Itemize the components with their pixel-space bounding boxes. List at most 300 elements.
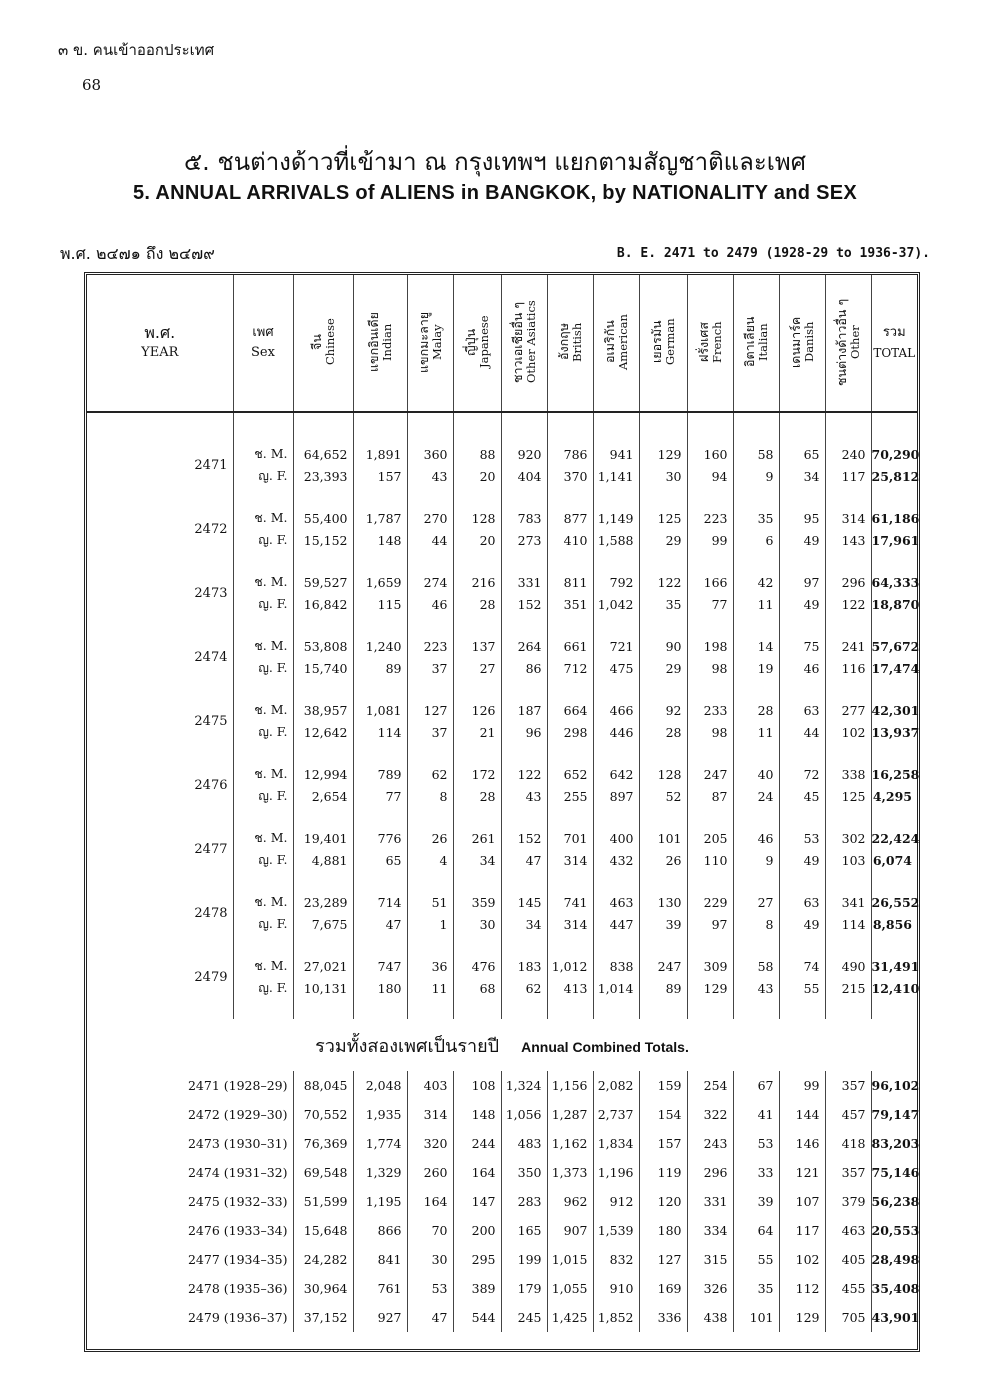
table-cell: 165 <box>501 1216 547 1245</box>
table-cell: 98 <box>687 721 733 743</box>
table-cell: 34 <box>779 465 825 487</box>
table-cell: 127 <box>639 1245 687 1274</box>
combined-row <box>87 1216 917 1245</box>
table-row <box>87 699 917 721</box>
table-cell: 1,787 <box>353 507 407 529</box>
table-cell: 53,808 <box>293 635 353 657</box>
table-cell: 1,012 <box>547 955 593 977</box>
table-cell: 295 <box>453 1245 501 1274</box>
row-total: 42,301 <box>871 699 917 721</box>
header-col-other-asiatics <box>501 275 547 412</box>
table-cell: 490 <box>825 955 871 977</box>
table-cell: 1,935 <box>353 1100 407 1129</box>
row-sex: ญ. F. <box>233 721 293 743</box>
table-cell: 198 <box>687 635 733 657</box>
combined-row-year: 2476 (1933–34) <box>187 1223 288 1238</box>
table-cell: 122 <box>825 593 871 615</box>
table-cell: 1,240 <box>353 635 407 657</box>
header-col-label <box>511 280 538 404</box>
table-cell: 320 <box>407 1129 453 1158</box>
combined-row-total: 79,147 <box>871 1100 917 1129</box>
table-cell: 34 <box>501 913 547 935</box>
table-cell: 245 <box>501 1303 547 1332</box>
table-cell: 86 <box>501 657 547 679</box>
header-col-english: Indian <box>379 322 394 361</box>
table-cell: 8 <box>733 913 779 935</box>
table-cell: 129 <box>639 443 687 465</box>
table-cell: 27 <box>733 891 779 913</box>
table-cell: 15,648 <box>293 1216 353 1245</box>
table-cell: 127 <box>407 699 453 721</box>
table-cell: 233 <box>687 699 733 721</box>
table-cell: 114 <box>353 721 407 743</box>
header-sex-thai: เพศ <box>252 325 274 340</box>
table-cell: 23,393 <box>293 465 353 487</box>
header-col-thai: แขกอินเดีย <box>365 311 381 372</box>
table-cell: 19,401 <box>293 827 353 849</box>
table-cell: 125 <box>639 507 687 529</box>
table-cell: 24,282 <box>293 1245 353 1274</box>
table-cell: 179 <box>501 1274 547 1303</box>
table-cell: 315 <box>687 1245 733 1274</box>
table-cell: 148 <box>353 529 407 551</box>
header-col-english: Other Asiatics <box>523 300 538 383</box>
header-col-label <box>557 280 584 404</box>
table-cell: 88 <box>453 443 501 465</box>
table-cell: 63 <box>779 699 825 721</box>
table-cell: 36 <box>407 955 453 977</box>
table-cell: 927 <box>353 1303 407 1332</box>
table-cell: 49 <box>779 593 825 615</box>
table-cell: 183 <box>501 955 547 977</box>
table-cell: 661 <box>547 635 593 657</box>
row-sex: ญ. F. <box>233 849 293 871</box>
table-cell: 52 <box>639 785 687 807</box>
table-cell: 357 <box>825 1071 871 1100</box>
header-col-thai: ฝรั่งเศส <box>695 321 711 362</box>
table-cell: 832 <box>593 1245 639 1274</box>
header-col-thai: ชาวเอเชียอื่น ๆ <box>509 300 525 383</box>
header-col-other <box>825 275 871 412</box>
row-total: 16,258 <box>871 763 917 785</box>
table-cell: 314 <box>825 507 871 529</box>
table-cell: 432 <box>593 849 639 871</box>
table-cell: 350 <box>501 1158 547 1187</box>
header-col-british <box>547 275 593 412</box>
table-cell: 247 <box>639 955 687 977</box>
table-cell: 701 <box>547 827 593 849</box>
table-cell: 2,048 <box>353 1071 407 1100</box>
table-cell: 94 <box>687 465 733 487</box>
table-cell: 169 <box>639 1274 687 1303</box>
table-cell: 215 <box>825 977 871 999</box>
table-cell: 360 <box>407 443 453 465</box>
header-year <box>87 275 233 412</box>
table-cell: 125 <box>825 785 871 807</box>
header-col-label <box>743 280 770 404</box>
table-cell: 29 <box>639 529 687 551</box>
table-cell: 88,045 <box>293 1071 353 1100</box>
row-sex: ช. M. <box>233 507 293 529</box>
table-cell: 70 <box>407 1216 453 1245</box>
header-year-english: YEAR <box>141 345 179 360</box>
table-cell: 6 <box>733 529 779 551</box>
table-cell: 475 <box>593 657 639 679</box>
table-cell: 941 <box>593 443 639 465</box>
table-cell: 11 <box>733 593 779 615</box>
table-cell: 47 <box>407 1303 453 1332</box>
table-cell: 1,588 <box>593 529 639 551</box>
table-cell: 4 <box>407 849 453 871</box>
table-cell: 721 <box>593 635 639 657</box>
table-cell: 128 <box>639 763 687 785</box>
table-cell: 11 <box>407 977 453 999</box>
table-cell: 877 <box>547 507 593 529</box>
header-col-french <box>687 275 733 412</box>
header-col-thai: ญี่ปุ่น <box>462 327 478 356</box>
table-cell: 39 <box>639 913 687 935</box>
table-cell: 69,548 <box>293 1158 353 1187</box>
table-cell: 314 <box>547 849 593 871</box>
table-cell: 1,056 <box>501 1100 547 1129</box>
header-col-english: German <box>662 318 677 365</box>
table-cell: 1,329 <box>353 1158 407 1187</box>
header-col-english: Malay <box>429 323 444 360</box>
row-sex: ช. M. <box>233 571 293 593</box>
table-cell: 664 <box>547 699 593 721</box>
header-total <box>871 275 917 412</box>
table-cell: 447 <box>593 913 639 935</box>
header-col-english: Other <box>847 324 862 359</box>
table-cell: 89 <box>639 977 687 999</box>
table-cell: 27,021 <box>293 955 353 977</box>
table-cell: 154 <box>639 1100 687 1129</box>
table-cell: 9 <box>733 849 779 871</box>
header-col-label <box>697 280 724 404</box>
combined-row-year: 2475 (1932–33) <box>187 1194 288 1209</box>
row-total: 6,074 <box>871 849 917 871</box>
table-cell: 255 <box>547 785 593 807</box>
header-col-thai: เยอรมัน <box>648 320 664 363</box>
table-cell: 2,082 <box>593 1071 639 1100</box>
table-cell: 962 <box>547 1187 593 1216</box>
table-cell: 19 <box>733 657 779 679</box>
combined-title-english: Annual Combined Totals. <box>521 1038 689 1055</box>
header-col-english: Danish <box>801 321 816 362</box>
table-cell: 410 <box>547 529 593 551</box>
table-cell: 64 <box>733 1216 779 1245</box>
combined-row-total: 56,238 <box>871 1187 917 1216</box>
header-row <box>87 275 917 412</box>
row-sex: ญ. F. <box>233 593 293 615</box>
table-cell: 72 <box>779 763 825 785</box>
table-cell: 341 <box>825 891 871 913</box>
header-col-thai: จีน <box>308 333 324 350</box>
table-cell: 90 <box>639 635 687 657</box>
table-cell: 1,852 <box>593 1303 639 1332</box>
table-cell: 77 <box>687 593 733 615</box>
table-cell: 187 <box>501 699 547 721</box>
row-sex: ช. M. <box>233 699 293 721</box>
row-total: 18,870 <box>871 593 917 615</box>
table-cell: 115 <box>353 593 407 615</box>
table-cell: 912 <box>593 1187 639 1216</box>
table-cell: 28 <box>453 785 501 807</box>
table-cell: 64,652 <box>293 443 353 465</box>
table-cell: 23,289 <box>293 891 353 913</box>
row-total: 8,856 <box>871 913 917 935</box>
table-cell: 322 <box>687 1100 733 1129</box>
table-cell: 180 <box>353 977 407 999</box>
header-col-english: Chinese <box>322 318 337 365</box>
table-row <box>87 507 917 529</box>
table-cell: 102 <box>779 1245 825 1274</box>
table-cell: 129 <box>687 977 733 999</box>
table-cell: 331 <box>501 571 547 593</box>
table-cell: 29 <box>639 657 687 679</box>
table-cell: 35 <box>639 593 687 615</box>
arrivals-table <box>87 275 920 1332</box>
table-cell: 273 <box>501 529 547 551</box>
table-cell: 26 <box>407 827 453 849</box>
combined-row-total: 28,498 <box>871 1245 917 1274</box>
table-cell: 44 <box>407 529 453 551</box>
table-cell: 243 <box>687 1129 733 1158</box>
combined-row <box>87 1129 917 1158</box>
row-year: 2478 <box>194 905 228 921</box>
table-cell: 160 <box>687 443 733 465</box>
table-cell: 128 <box>453 507 501 529</box>
table-cell: 44 <box>779 721 825 743</box>
table-cell: 438 <box>687 1303 733 1332</box>
table-cell: 483 <box>501 1129 547 1158</box>
combined-row <box>87 1303 917 1332</box>
table-cell: 714 <box>353 891 407 913</box>
table-cell: 43 <box>733 977 779 999</box>
table-cell: 75 <box>779 635 825 657</box>
table-cell: 114 <box>825 913 871 935</box>
header-col-english: Japanese <box>476 315 491 368</box>
table-cell: 1,891 <box>353 443 407 465</box>
table-cell: 314 <box>547 913 593 935</box>
table-cell: 146 <box>779 1129 825 1158</box>
row-sex: ช. M. <box>233 635 293 657</box>
table-cell: 16,842 <box>293 593 353 615</box>
table-cell: 30 <box>453 913 501 935</box>
table-cell: 1,659 <box>353 571 407 593</box>
header-col-american <box>593 275 639 412</box>
table-cell: 129 <box>779 1303 825 1332</box>
header-col-thai: ชนต่างด้าวอื่น ๆ <box>833 297 849 386</box>
table-cell: 413 <box>547 977 593 999</box>
table-cell: 46 <box>407 593 453 615</box>
table-cell: 200 <box>453 1216 501 1245</box>
table-cell: 1 <box>407 913 453 935</box>
combined-row <box>87 1100 917 1129</box>
table-cell: 1,162 <box>547 1129 593 1158</box>
table-cell: 334 <box>687 1216 733 1245</box>
table-cell: 130 <box>639 891 687 913</box>
table-cell: 712 <box>547 657 593 679</box>
table-cell: 116 <box>825 657 871 679</box>
table-row <box>87 891 917 913</box>
table-cell: 42 <box>733 571 779 593</box>
row-sex: ญ. F. <box>233 977 293 999</box>
table-cell: 68 <box>453 977 501 999</box>
table-cell: 403 <box>407 1071 453 1100</box>
combined-row <box>87 1274 917 1303</box>
table-cell: 102 <box>825 721 871 743</box>
table-cell: 7,675 <box>293 913 353 935</box>
table-cell: 53 <box>779 827 825 849</box>
header-col-indian <box>353 275 407 412</box>
period-thai: พ.ศ. ๒๔๗๑ ถึง ๒๔๗๙ <box>60 244 215 263</box>
row-total: 26,552 <box>871 891 917 913</box>
table-cell: 37 <box>407 721 453 743</box>
table-cell: 463 <box>825 1216 871 1245</box>
table-cell: 244 <box>453 1129 501 1158</box>
table-cell: 326 <box>687 1274 733 1303</box>
table-cell: 152 <box>501 593 547 615</box>
table-cell: 65 <box>353 849 407 871</box>
combined-row-year: 2478 (1935–36) <box>187 1281 288 1296</box>
table-cell: 110 <box>687 849 733 871</box>
table-cell: 298 <box>547 721 593 743</box>
table-cell: 4,881 <box>293 849 353 871</box>
table-cell: 40 <box>733 763 779 785</box>
table-cell: 357 <box>825 1158 871 1187</box>
combined-totals-heading <box>87 1019 917 1071</box>
row-total: 17,961 <box>871 529 917 551</box>
table-cell: 35 <box>733 507 779 529</box>
table-cell: 33 <box>733 1158 779 1187</box>
table-cell: 38,957 <box>293 699 353 721</box>
table-cell: 47 <box>353 913 407 935</box>
table-cell: 11 <box>733 721 779 743</box>
table-cell: 30,964 <box>293 1274 353 1303</box>
table-cell: 126 <box>453 699 501 721</box>
table-cell: 43 <box>407 465 453 487</box>
table-cell: 463 <box>593 891 639 913</box>
table-cell: 838 <box>593 955 639 977</box>
table-cell: 47 <box>501 849 547 871</box>
table-cell: 41 <box>733 1100 779 1129</box>
table-cell: 20 <box>453 529 501 551</box>
row-sex: ช. M. <box>233 955 293 977</box>
table-cell: 199 <box>501 1245 547 1274</box>
header-col-label <box>464 280 491 404</box>
table-cell: 1,081 <box>353 699 407 721</box>
table-cell: 157 <box>639 1129 687 1158</box>
table-cell: 37,152 <box>293 1303 353 1332</box>
table-cell: 652 <box>547 763 593 785</box>
table-cell: 148 <box>453 1100 501 1129</box>
combined-row-year: 2479 (1936–37) <box>187 1310 288 1325</box>
table-cell: 101 <box>639 827 687 849</box>
header-col-label <box>789 280 816 404</box>
table-cell: 457 <box>825 1100 871 1129</box>
table-cell: 37 <box>407 657 453 679</box>
header-col-label <box>417 280 444 404</box>
table-cell: 907 <box>547 1216 593 1245</box>
table-cell: 792 <box>593 571 639 593</box>
row-sex: ช. M. <box>233 763 293 785</box>
table-cell: 309 <box>687 955 733 977</box>
table-cell: 74 <box>779 955 825 977</box>
table-cell: 119 <box>639 1158 687 1187</box>
table-cell: 296 <box>687 1158 733 1187</box>
table-cell: 1,324 <box>501 1071 547 1100</box>
table-cell: 223 <box>687 507 733 529</box>
header-sex-english: Sex <box>251 345 275 360</box>
row-year: 2476 <box>194 777 228 793</box>
table-cell: 240 <box>825 443 871 465</box>
table-cell: 9 <box>733 465 779 487</box>
table-cell: 1,156 <box>547 1071 593 1100</box>
row-sex: ช. M. <box>233 891 293 913</box>
period-english: B. E. 2471 to 2479 (1928-29 to 1936-37). <box>616 246 930 261</box>
table-cell: 122 <box>501 763 547 785</box>
table-cell: 101 <box>733 1303 779 1332</box>
table-cell: 910 <box>593 1274 639 1303</box>
table-cell: 1,774 <box>353 1129 407 1158</box>
table-cell: 15,152 <box>293 529 353 551</box>
table-cell: 15,740 <box>293 657 353 679</box>
table-cell: 55 <box>779 977 825 999</box>
table-cell: 920 <box>501 443 547 465</box>
header-col-malay <box>407 275 453 412</box>
header-col-chinese <box>293 275 353 412</box>
table-cell: 121 <box>779 1158 825 1187</box>
table-cell: 12,994 <box>293 763 353 785</box>
table-cell: 897 <box>593 785 639 807</box>
table-cell: 254 <box>687 1071 733 1100</box>
row-total: 61,186 <box>871 507 917 529</box>
combined-row-year: 2473 (1930–31) <box>187 1136 288 1151</box>
table-cell: 180 <box>639 1216 687 1245</box>
table-row <box>87 763 917 785</box>
table-cell: 28 <box>453 593 501 615</box>
table-cell: 28 <box>733 699 779 721</box>
table-cell: 455 <box>825 1274 871 1303</box>
header-col-thai: อังกฤษ <box>555 323 571 360</box>
header-year-thai: พ.ศ. <box>144 323 176 342</box>
combined-row-total: 43,901 <box>871 1303 917 1332</box>
table-cell: 24 <box>733 785 779 807</box>
table-row <box>87 955 917 977</box>
table-cell: 446 <box>593 721 639 743</box>
header-col-japanese <box>453 275 501 412</box>
table-cell: 10,131 <box>293 977 353 999</box>
row-sex: ญ. F. <box>233 529 293 551</box>
table-cell: 1,196 <box>593 1158 639 1187</box>
row-year: 2474 <box>194 649 228 665</box>
table-cell: 1,141 <box>593 465 639 487</box>
row-year: 2479 <box>194 969 228 985</box>
header-col-english: American <box>615 313 630 370</box>
row-total: 31,491 <box>871 955 917 977</box>
table-cell: 1,014 <box>593 977 639 999</box>
table-row <box>87 571 917 593</box>
table-cell: 58 <box>733 443 779 465</box>
row-sex: ญ. F. <box>233 465 293 487</box>
table-cell: 30 <box>407 1245 453 1274</box>
table-cell: 241 <box>825 635 871 657</box>
table-cell: 87 <box>687 785 733 807</box>
row-total: 57,672 <box>871 635 917 657</box>
table-row <box>87 635 917 657</box>
table-cell: 789 <box>353 763 407 785</box>
